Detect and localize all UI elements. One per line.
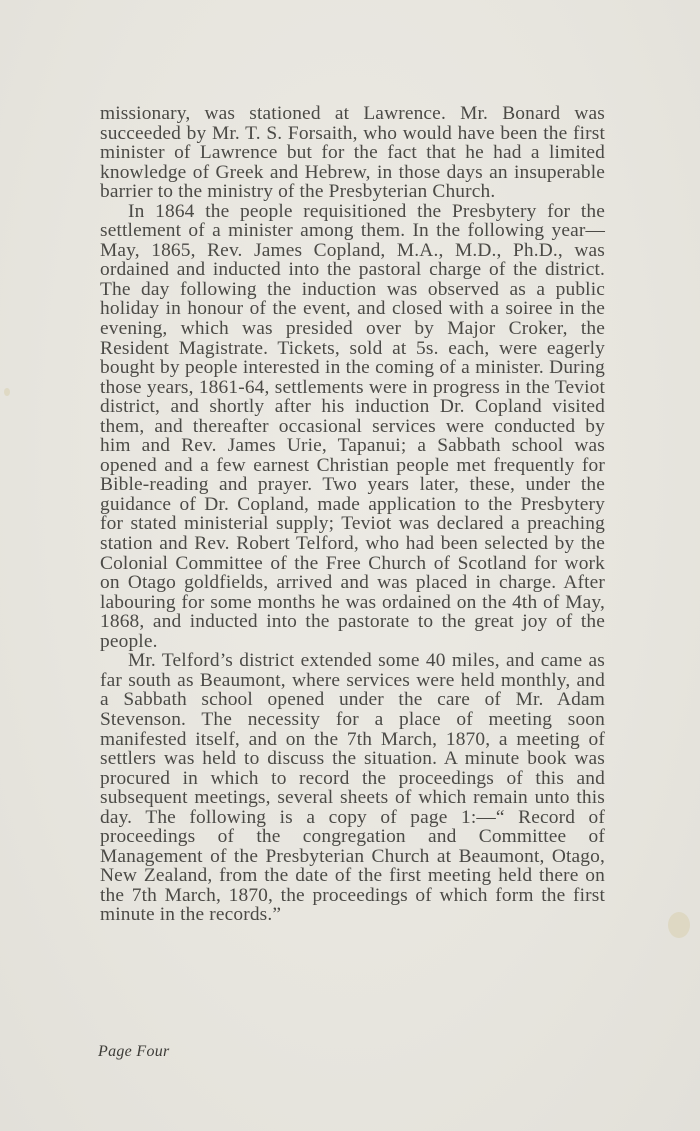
paragraph-1: missionary, was stationed at Lawrence. Mr. Bonard was succeeded by Mr. T. S. Forsaith, who would have been the first minister of Lawrence but for the fact that he had a limited knowledge of Greek and Hebrew, in those days an insuperable barrier to the ministry of the Presbyterian Church. — [100, 103, 605, 203]
page-number: Page Four — [98, 1043, 170, 1060]
paragraph-3: Mr. Telford’s district extended some 40 miles, and came as far south as Beaumont, where services were held monthly, and a Sabbath school opened under the care of Mr. Adam Stevenson. The necessity for a place of meeting soon manifested itself, and on the 7th March, 1870, a meeting of settlers was held to discuss the situation. A minute book was procured in which to record the proceedings of this and subsequent meetings, several sheets of which remain unto this day. The following is a copy of page 1:—“ Record of proceedings of the congregation and Committee of Management of the Presbyterian Church at Beaumont, Otago, New Zealand, from the date of the first meeting held there on the 7th March, 1870, the proceedings of which form the first minute in the records.” — [100, 650, 605, 926]
paragraph-2: In 1864 the people requisitioned the Presbytery for the settlement of a minister among them. In the following year—May, 1865, Rev. James Copland, M.A., M.D., Ph.D., was ordained and inducted into the pastoral charge of the district. The day following the induction was observed as a public holiday in honour of the event, and closed with a soiree in the evening, which was presided over by Major Croker, the Resident Magistrate. Tickets, sold at 5s. each, were eagerly bought by people interested in the coming of a minister. During those years, 1861-64, settlements were in progress in the Teviot district, and shortly after his induction Dr. Copland visited them, and thereafter occasional services were conducted by him and Rev. James Urie, Tapanui; a Sabbath school was opened and a few earnest Christian people met frequently for Bible-reading and prayer. Two years later, these, under the guidance of Dr. Copland, made application to the Presbytery for stated ministerial supply; Teviot was declared a preaching station and Rev. Robert Telford, who had been selected by the Colonial Committee of the Free Church of Scotland for work on Otago goldfields, arrived and was placed in charge. After labouring for some months he was ordained on the 4th of May, 1868, and inducted into the pastorate to the great joy of the people. — [100, 200, 605, 652]
body-text — [100, 104, 605, 925]
paper-speck — [4, 388, 10, 396]
paper-speck — [668, 912, 690, 938]
